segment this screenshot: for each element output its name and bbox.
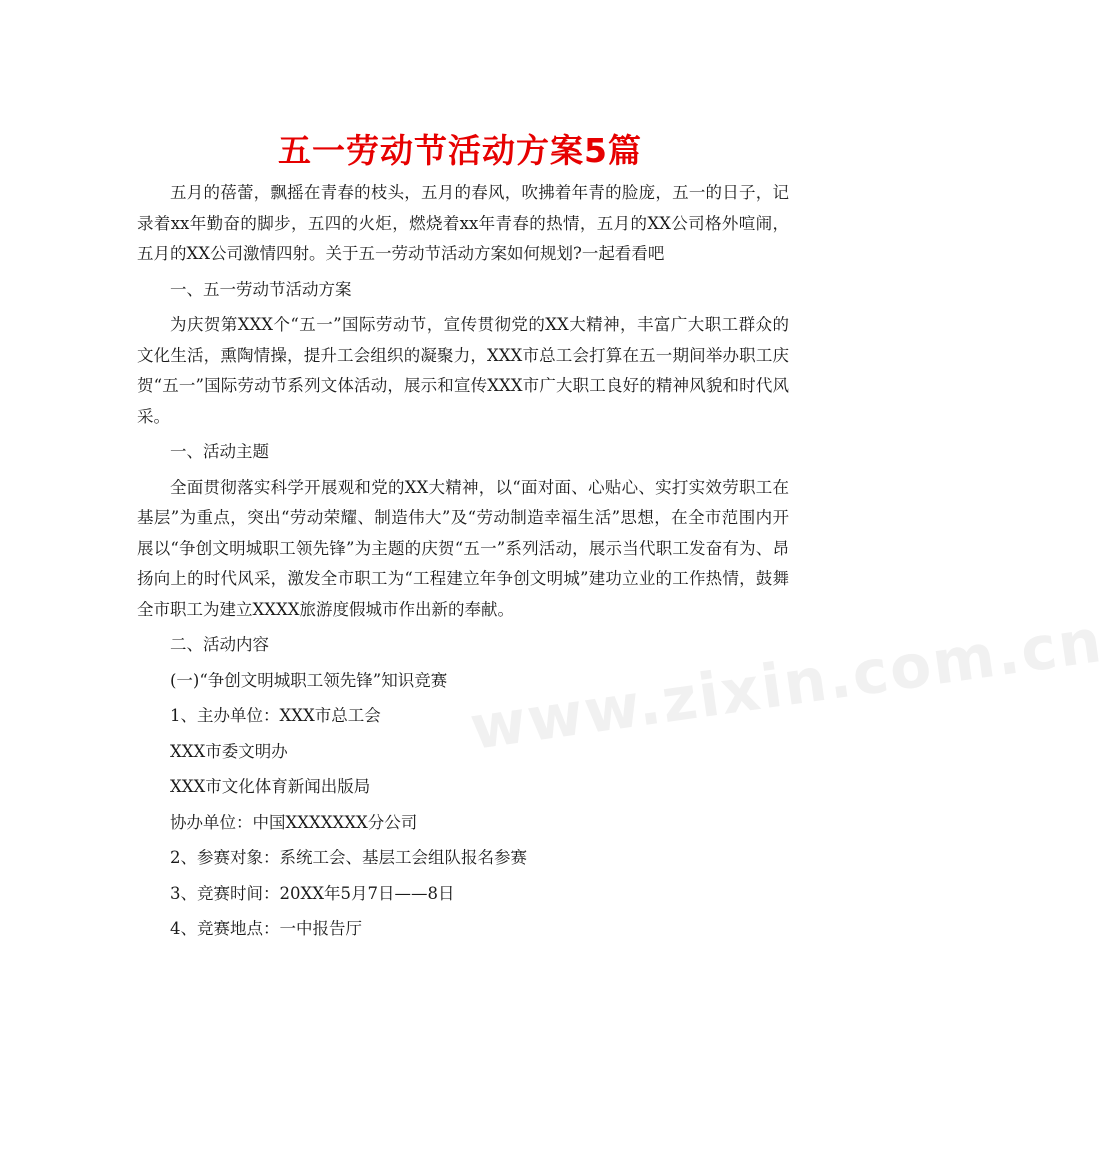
watermark: www.zixin.com.cn [465,605,1108,764]
list-item-organizer: 1、主办单位：XXX市总工会 [170,706,381,725]
document-title: 五一劳动节活动方案5篇 [278,131,642,170]
section-heading-theme: 一、活动主题 [170,442,269,461]
document-body [137,178,789,945]
section-heading-content: 二、活动内容 [170,635,269,654]
list-item-organizer-3: XXX市文化体育新闻出版局 [170,777,371,796]
list-item-time: 3、竞赛时间：20XX年5月7日——8日 [170,883,455,903]
subsection-heading-quiz: (一)“争创文明城职工领先锋”知识竞赛 [170,670,448,690]
theme-paragraph: 全面贯彻落实科学开展观和党的XX大精神，以“面对面、心贴心、实打实效劳职工在基层”为重点，突出“劳动荣耀、制造伟大”及“劳动制造幸福生活”思想，在全市范围内开展以“争创文明城职工领先锋”为主题的庆贺“五一”系列活动，展示当代职工发奋有为、昂扬向上的时代风采，激发全市职工为“工程建立年争创文明城”建功立业的工作热情，鼓舞全市职工为建立XXXX旅游度假城市作出新的奉献。 [137,477,789,619]
list-item-co-organizer: 协办单位：中国XXXXXXX分公司 [170,812,418,832]
intro-paragraph: 五月的蓓蕾，飘摇在青春的枝头，五月的春风，吹拂着年青的脸庞，五一的日子，记录着xx年勤奋的脚步，五四的火炬，燃烧着xx年青春的热情，五月的XX公司格外喧闹，五月的XX公司激情四射。关于五一劳动节活动方案如何规划?一起看看吧 [137,183,789,263]
list-item-location: 4、竞赛地点：一中报告厅 [170,919,362,938]
plan-paragraph: 为庆贺第XXX个“五一”国际劳动节，宣传贯彻党的XX大精神，丰富广大职工群众的文化生活，熏陶情操，提升工会组织的凝聚力，XXX市总工会打算在五一期间举办职工庆贺“五一”国际劳动节系列文体活动，展示和宣传XXX市广大职工良好的精神风貌和时代风采。 [137,315,789,426]
list-item-participants: 2、参赛对象：系统工会、基层工会组队报名参赛 [170,848,527,867]
list-item-organizer-2: XXX市委文明办 [170,741,288,761]
section-heading-plan: 一、五一劳动节活动方案 [170,279,352,299]
